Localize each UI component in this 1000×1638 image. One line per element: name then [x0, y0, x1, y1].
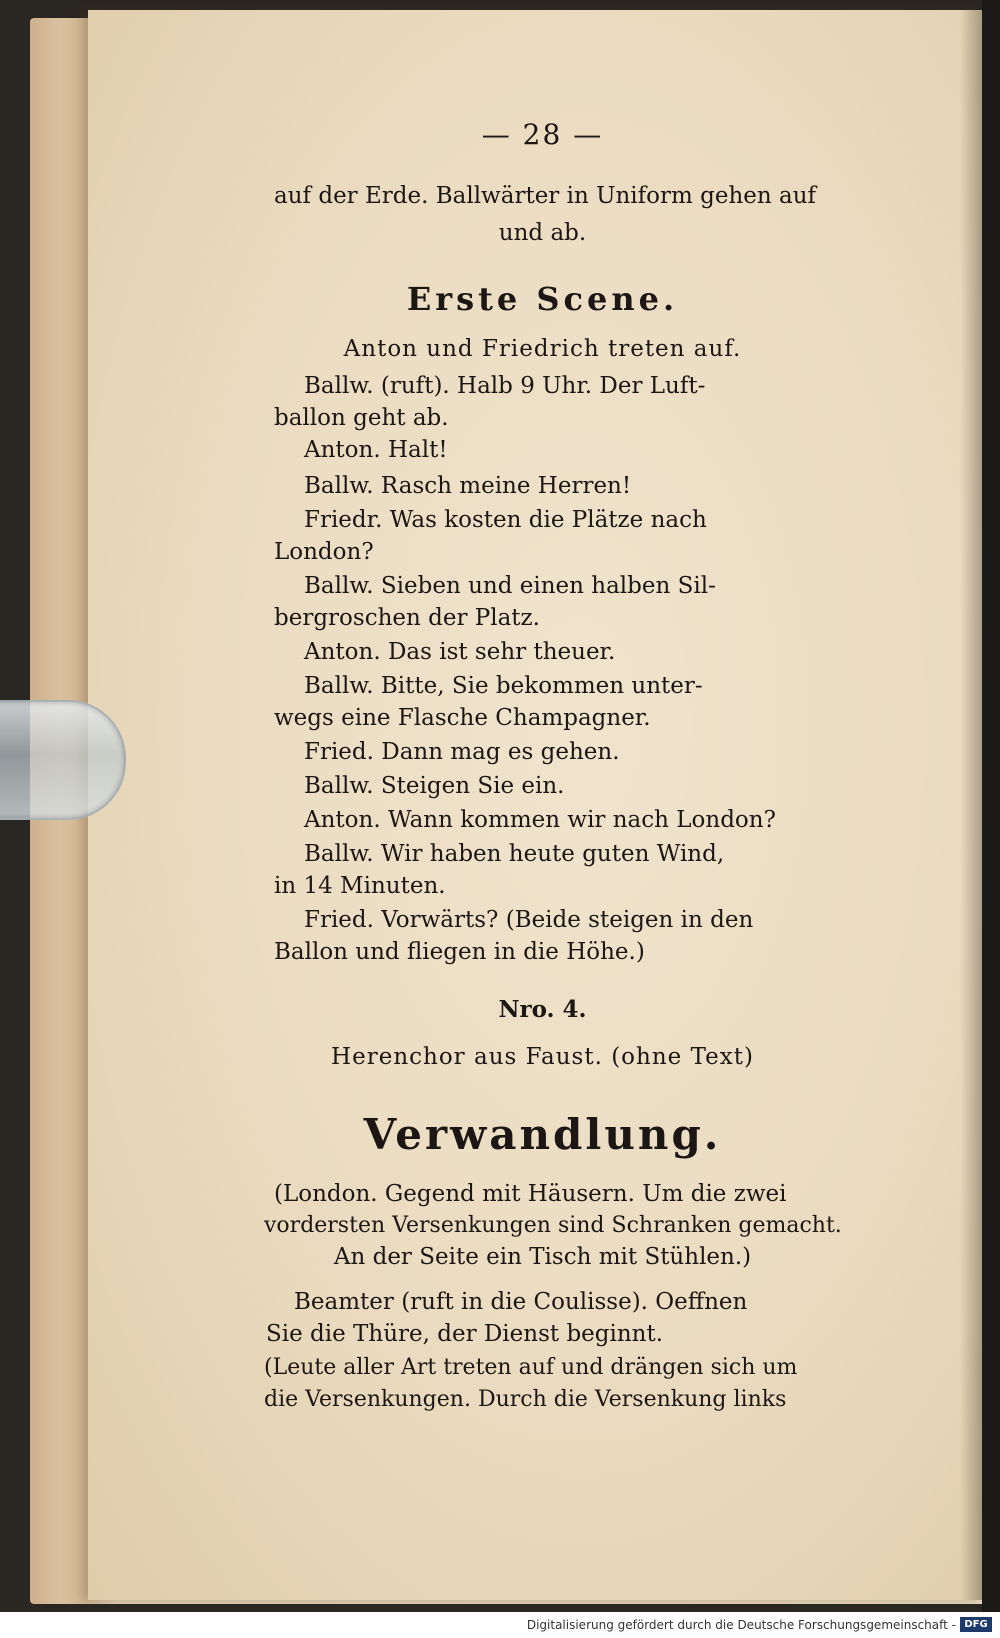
- scene-text-line: die Versenkungen. Durch die Versenkung links: [264, 1387, 787, 1412]
- dialogue-line: Ballw. (ruft). Halb 9 Uhr. Der Luft-: [304, 373, 706, 399]
- section-title: Verwandlung.: [363, 1110, 722, 1159]
- dialogue-line: bergroschen der Platz.: [274, 605, 540, 631]
- stage-direction: Anton und Friedrich treten auf.: [343, 336, 742, 362]
- page-number: — 28 —: [481, 118, 604, 151]
- dialogue-line: Fried. Vorwärts? (Beide steigen in den: [304, 907, 754, 933]
- scene-text-line: vordersten Versenkungen sind Schranken gemacht.: [264, 1213, 842, 1238]
- scene-text-line: (Leute aller Art treten auf und drängen sich um: [264, 1355, 798, 1380]
- intro-line: auf der Erde. Ballwärter in Uniform gehen auf: [274, 183, 817, 209]
- dialogue-line: Ballw. Steigen Sie ein.: [304, 773, 565, 799]
- dialogue-line: Anton. Halt!: [304, 437, 448, 463]
- dialogue-line: ballon geht ab.: [274, 405, 449, 431]
- dialogue-line: Friedr. Was kosten die Plätze nach: [304, 507, 707, 533]
- dialogue-line: Ballw. Rasch meine Herren!: [304, 473, 632, 499]
- dialogue-line: Ballw. Bitte, Sie bekommen unter-: [304, 673, 703, 699]
- dialogue-line: London?: [274, 539, 374, 565]
- dialogue-line: Ballw. Sieben und einen halben Sil-: [304, 573, 716, 599]
- page-clip: [0, 700, 126, 820]
- dfg-logo: DFG: [960, 1617, 992, 1632]
- footer-bar: [0, 1612, 1000, 1638]
- dark-background-edge: [982, 0, 1000, 1612]
- dialogue-line: Anton. Das ist sehr theuer.: [304, 639, 616, 665]
- dialogue-line: in 14 Minuten.: [274, 873, 446, 899]
- footer-credit: Digitalisierung gefördert durch die Deutsche Forschungsgemeinschaft -: [526, 1618, 956, 1632]
- dialogue-line: Anton. Wann kommen wir nach London?: [304, 807, 776, 833]
- number-heading: Nro. 4.: [498, 996, 587, 1023]
- scene-text-line: An der Seite ein Tisch mit Stühlen.): [333, 1244, 752, 1270]
- song-line: Herenchor aus Faust. (ohne Text): [331, 1044, 754, 1070]
- dialogue-line: Ballw. Wir haben heute guten Wind,: [304, 841, 725, 867]
- scene-title: Erste Scene.: [406, 280, 679, 318]
- dialogue-line: Ballon und fliegen in die Höhe.): [274, 939, 645, 965]
- dialogue-line: wegs eine Flasche Champagner.: [274, 705, 651, 731]
- scene-text-line: Sie die Thüre, der Dienst beginnt.: [266, 1321, 664, 1347]
- intro-line-2: und ab.: [498, 220, 587, 246]
- dialogue-line: Fried. Dann mag es gehen.: [304, 739, 620, 765]
- scene-text-line: Beamter (ruft in die Coulisse). Oeffnen: [294, 1289, 748, 1315]
- scene-text-line: (London. Gegend mit Häusern. Um die zwei: [274, 1181, 787, 1207]
